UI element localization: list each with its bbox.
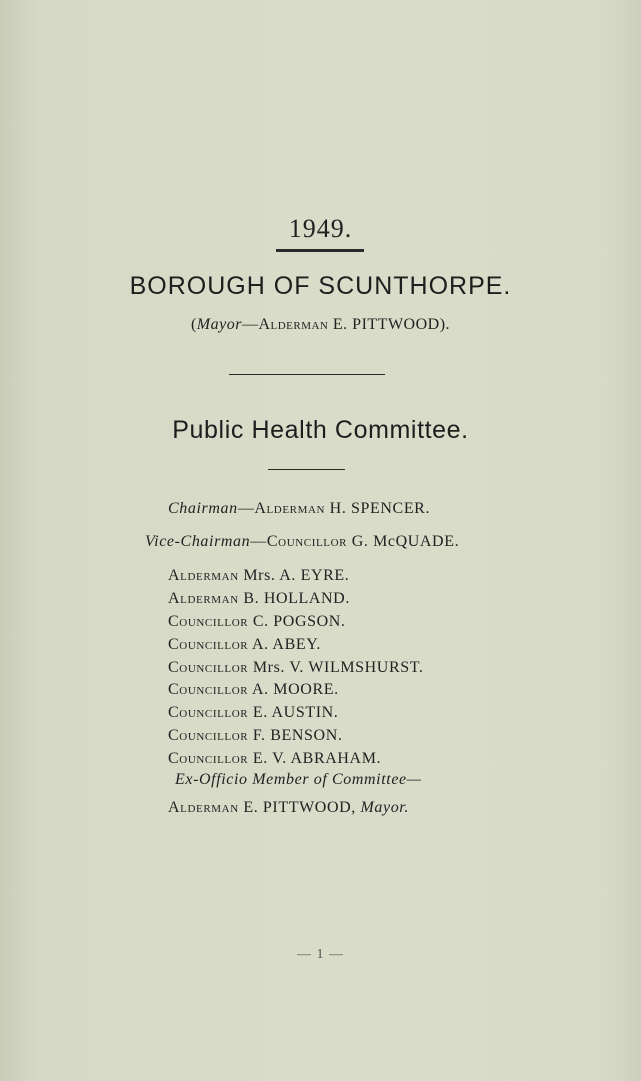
member-row [168,748,424,771]
vice-chairman-role: Vice-Chairman [145,533,251,550]
mayor-rank: Alderman [258,316,329,333]
ex-officio-member [168,799,409,817]
chairman-rank: Alderman [254,500,326,517]
ex-officio-title: Mayor. [360,799,409,816]
member-rank: Councillor [168,612,249,630]
chairman-dash: — [237,500,255,517]
borough-title: BOROUGH OF SCUNTHORPE. [129,272,512,300]
chairman-name: H. SPENCER. [325,500,431,517]
section-divider [229,374,385,375]
member-name: F. BENSON. [248,727,343,745]
vice-chairman-rank: Councillor [266,533,348,550]
member-name: E. AUSTIN. [248,704,339,722]
chairman-role: Chairman [168,500,238,517]
member-row [168,565,424,588]
year-underline [276,249,364,252]
member-row [168,611,424,634]
member-rank: Councillor [168,681,249,699]
member-name: Mrs. V. WILMSHURST. [248,658,424,676]
member-name: C. POGSON. [248,612,346,630]
member-rank: Councillor [168,704,249,722]
member-name: A. ABEY. [248,635,321,653]
member-name: Mrs. A. EYRE. [238,567,350,584]
mayor-close-paren: ). [439,316,451,333]
mayor-role: Mayor [196,316,242,333]
member-rank: Alderman [168,567,239,584]
year-heading: 1949. [288,214,353,243]
mayor-dash: — [241,316,259,333]
page-number: — 1 — [297,947,344,962]
member-rank: Councillor [168,658,249,676]
member-name: E. V. ABRAHAM. [248,750,382,768]
member-name: B. HOLLAND. [238,589,350,607]
ex-officio-heading: Ex-Officio Member of Committee— [175,771,422,788]
member-row [168,725,424,748]
vice-chairman-line [145,533,459,551]
member-rank: Councillor [168,750,249,768]
member-name: A. MOORE. [248,681,339,699]
mayor-open-paren: ( [190,316,197,333]
member-row [168,702,424,725]
vice-chairman-name: G. McQUADE. [347,533,460,550]
member-rank: Councillor [168,727,249,745]
committee-title: Public Health Committee. [172,416,469,444]
mayor-name: E. PITTWOOD [328,316,440,333]
ex-officio-rank: Alderman [168,799,239,816]
member-row [168,588,424,611]
chairman-line [168,500,430,518]
member-row [168,679,424,702]
ex-officio-name: E. PITTWOOD, [238,799,361,816]
short-divider [268,469,345,470]
member-row [168,657,424,680]
mayor-line [0,316,641,334]
member-rank: Alderman [168,589,239,607]
member-rank: Councillor [168,635,249,653]
members-list [168,565,424,771]
member-row [168,634,424,657]
vice-chairman-dash: — [250,533,267,550]
